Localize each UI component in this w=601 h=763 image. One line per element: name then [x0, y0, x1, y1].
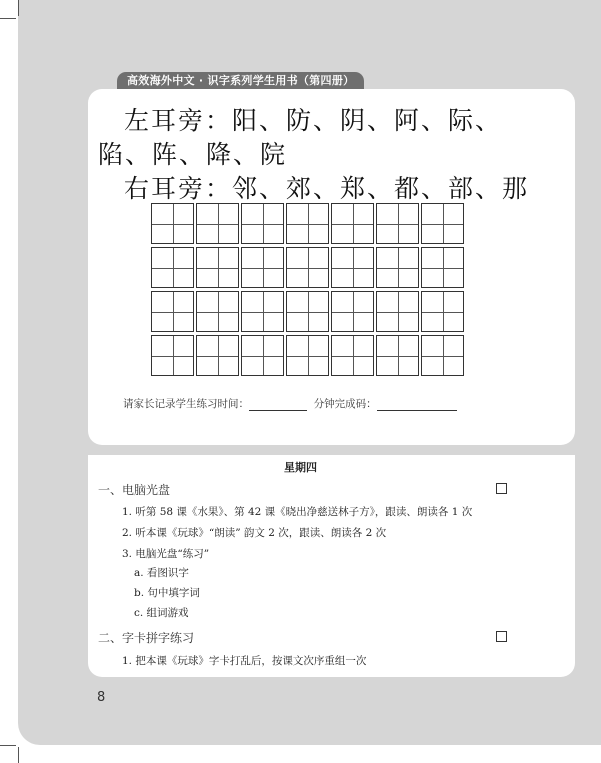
section-checkbox[interactable]	[496, 631, 507, 642]
writing-box[interactable]	[151, 203, 194, 244]
section-computer-disc: 一、电脑光盘	[98, 483, 171, 497]
writing-box[interactable]	[241, 247, 284, 288]
writing-box[interactable]	[151, 247, 194, 288]
list-item: 1. 把本课《玩球》字卡打乱后，按课文次序重组一次	[122, 655, 367, 667]
writing-box[interactable]	[286, 247, 329, 288]
crop-mark	[18, 0, 19, 16]
writing-box[interactable]	[331, 247, 374, 288]
writing-box[interactable]	[286, 203, 329, 244]
sub-list-item: b. 句中填字词	[134, 587, 200, 599]
minutes-blank[interactable]	[377, 399, 457, 411]
section-card-practice: 二、字卡拼字练习	[98, 631, 195, 645]
grid-row	[151, 247, 464, 288]
writing-box[interactable]	[196, 335, 239, 376]
book-header: 高效海外中文 · 识字系列学生用书（第四册）	[117, 72, 364, 89]
day-title: 星期四	[284, 461, 317, 474]
minutes-label: 分钟完成码：	[313, 398, 377, 410]
grid-row	[151, 335, 464, 376]
writing-practice-grid	[151, 203, 464, 379]
section-checkbox[interactable]	[496, 483, 507, 494]
writing-box[interactable]	[196, 291, 239, 332]
writing-box[interactable]	[286, 291, 329, 332]
writing-box[interactable]	[241, 203, 284, 244]
list-item: 2. 听本课《玩球》“朗读” 韵文 2 次，跟读、朗读各 2 次	[122, 527, 387, 539]
writing-box[interactable]	[376, 335, 419, 376]
radical-line-left-cont: 陷、阵、降、院	[98, 140, 288, 169]
writing-box[interactable]	[331, 291, 374, 332]
writing-box[interactable]	[421, 247, 464, 288]
grid-row	[151, 291, 464, 332]
writing-box[interactable]	[376, 203, 419, 244]
writing-box[interactable]	[376, 291, 419, 332]
writing-box[interactable]	[421, 335, 464, 376]
writing-box[interactable]	[241, 335, 284, 376]
page-number: 8	[97, 690, 106, 705]
writing-box[interactable]	[331, 335, 374, 376]
writing-box[interactable]	[196, 203, 239, 244]
radical-line-right: 右耳旁：邻、郊、郑、都、部、那	[124, 174, 530, 203]
writing-box[interactable]	[376, 247, 419, 288]
list-item: 3. 电脑光盘“练习”	[122, 548, 210, 560]
practice-time-label: 请家长记录学生练习时间：	[123, 398, 249, 410]
sub-list-item: c. 组词游戏	[134, 607, 189, 619]
radical-line-left: 左耳旁：阳、防、阴、阿、际、	[124, 106, 503, 135]
writing-box[interactable]	[421, 291, 464, 332]
writing-box[interactable]	[151, 335, 194, 376]
list-item: 1. 听第 58 课《水果》、第 42 课《晓出净慈送林子方》，跟读、朗读各 1 次	[122, 506, 473, 518]
writing-box[interactable]	[421, 203, 464, 244]
crop-mark	[0, 745, 16, 746]
grid-row	[151, 203, 464, 244]
parent-record	[123, 396, 457, 411]
writing-box[interactable]	[331, 203, 374, 244]
crop-mark	[0, 18, 16, 19]
writing-box[interactable]	[196, 247, 239, 288]
writing-box[interactable]	[286, 335, 329, 376]
sub-list-item: a. 看图识字	[134, 567, 189, 579]
writing-box[interactable]	[151, 291, 194, 332]
crop-mark	[18, 747, 19, 763]
writing-box[interactable]	[241, 291, 284, 332]
practice-time-blank[interactable]	[249, 399, 307, 411]
